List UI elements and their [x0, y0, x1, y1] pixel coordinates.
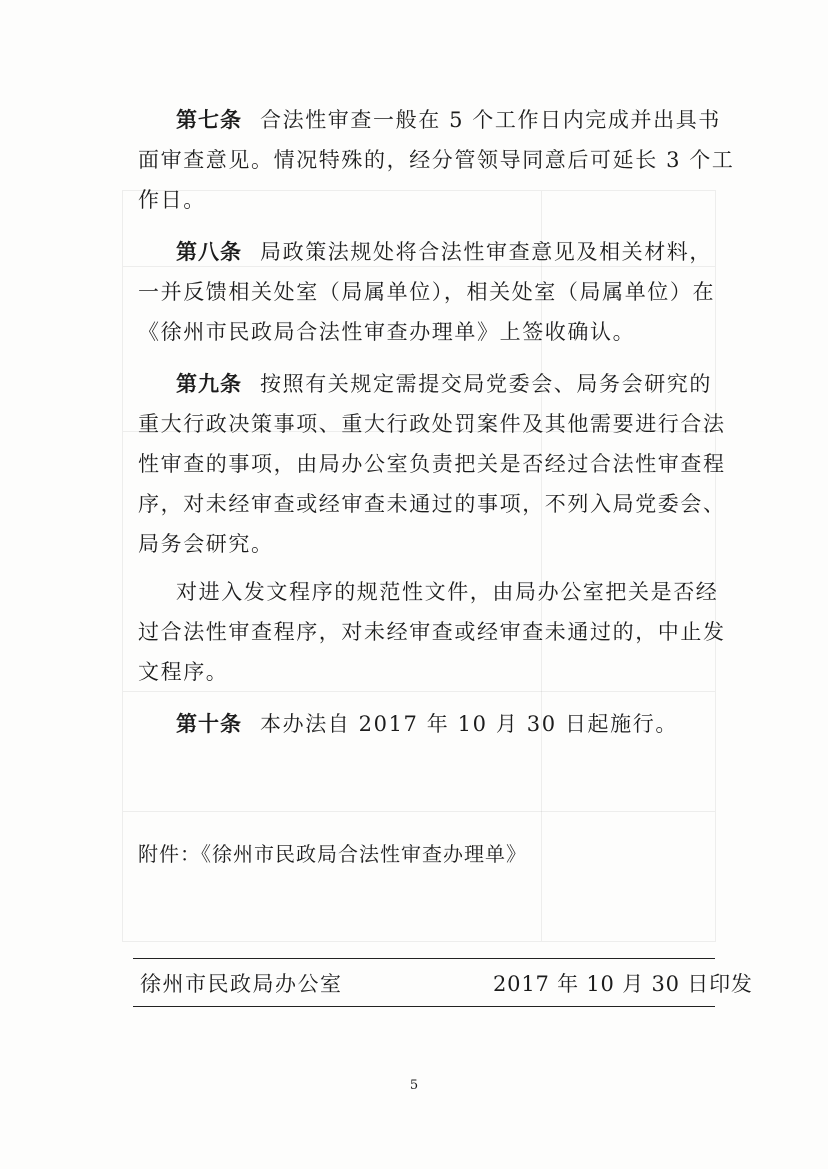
article-8-line-3: 《徐州市民政局合法性审查办理单》上签收确认。	[138, 320, 636, 344]
footer-issuer: 徐州市民政局办公室	[140, 972, 343, 996]
article-7-line-1: 合法性审查一般在 5 个工作日内完成并出具书	[260, 108, 721, 132]
footer-top-rule	[133, 958, 715, 959]
article-10-heading: 第十条	[176, 712, 242, 736]
article-9-heading: 第九条	[176, 372, 242, 396]
article-9-p2-line-3: 文程序。	[138, 660, 229, 684]
article-9-p2-line-1: 对进入发文程序的规范性文件，由局办公室把关是否经	[176, 580, 719, 604]
article-9-line-4: 序，对未经审查或经审查未通过的事项，不列入局党委会、	[138, 492, 726, 516]
article-9-line-2: 重大行政决策事项、重大行政处罚案件及其他需要进行合法	[138, 412, 726, 436]
footer-bottom-rule	[133, 1006, 715, 1007]
article-9-line-3: 性审查的事项，由局办公室负责把关是否经过合法性审查程	[138, 452, 726, 476]
article-7-line-3: 作日。	[138, 188, 206, 212]
footer-issue-date: 2017 年 10 月 30 日印发	[493, 972, 753, 996]
article-9-p2-line-2: 过合法性审查程序，对未经审查或经审查未通过的，中止发	[138, 620, 726, 644]
article-9-line-1: 按照有关规定需提交局党委会、局务会研究的	[260, 372, 712, 396]
article-10	[138, 704, 713, 744]
article-9-paragraph-2	[138, 572, 726, 692]
article-10-line-1: 本办法自 2017 年 10 月 30 日起施行。	[260, 712, 678, 736]
article-8-heading: 第八条	[176, 240, 242, 264]
article-7-line-2: 面审查意见。情况特殊的，经分管领导同意后可延长 3 个工	[138, 148, 735, 172]
article-9-line-5: 局务会研究。	[138, 532, 274, 556]
article-7-heading: 第七条	[176, 108, 242, 132]
article-8-line-2: 一并反馈相关处室（局属单位），相关处室（局属单位）在	[138, 280, 716, 304]
article-8-line-1: 局政策法规处将合法性审查意见及相关材料，	[260, 240, 712, 264]
article-7	[138, 100, 735, 220]
attachment-note: 附件：《徐州市民政局合法性审查办理单》	[138, 842, 527, 866]
article-8	[138, 232, 716, 352]
article-9	[138, 364, 726, 564]
page-number: 5	[409, 1078, 419, 1093]
